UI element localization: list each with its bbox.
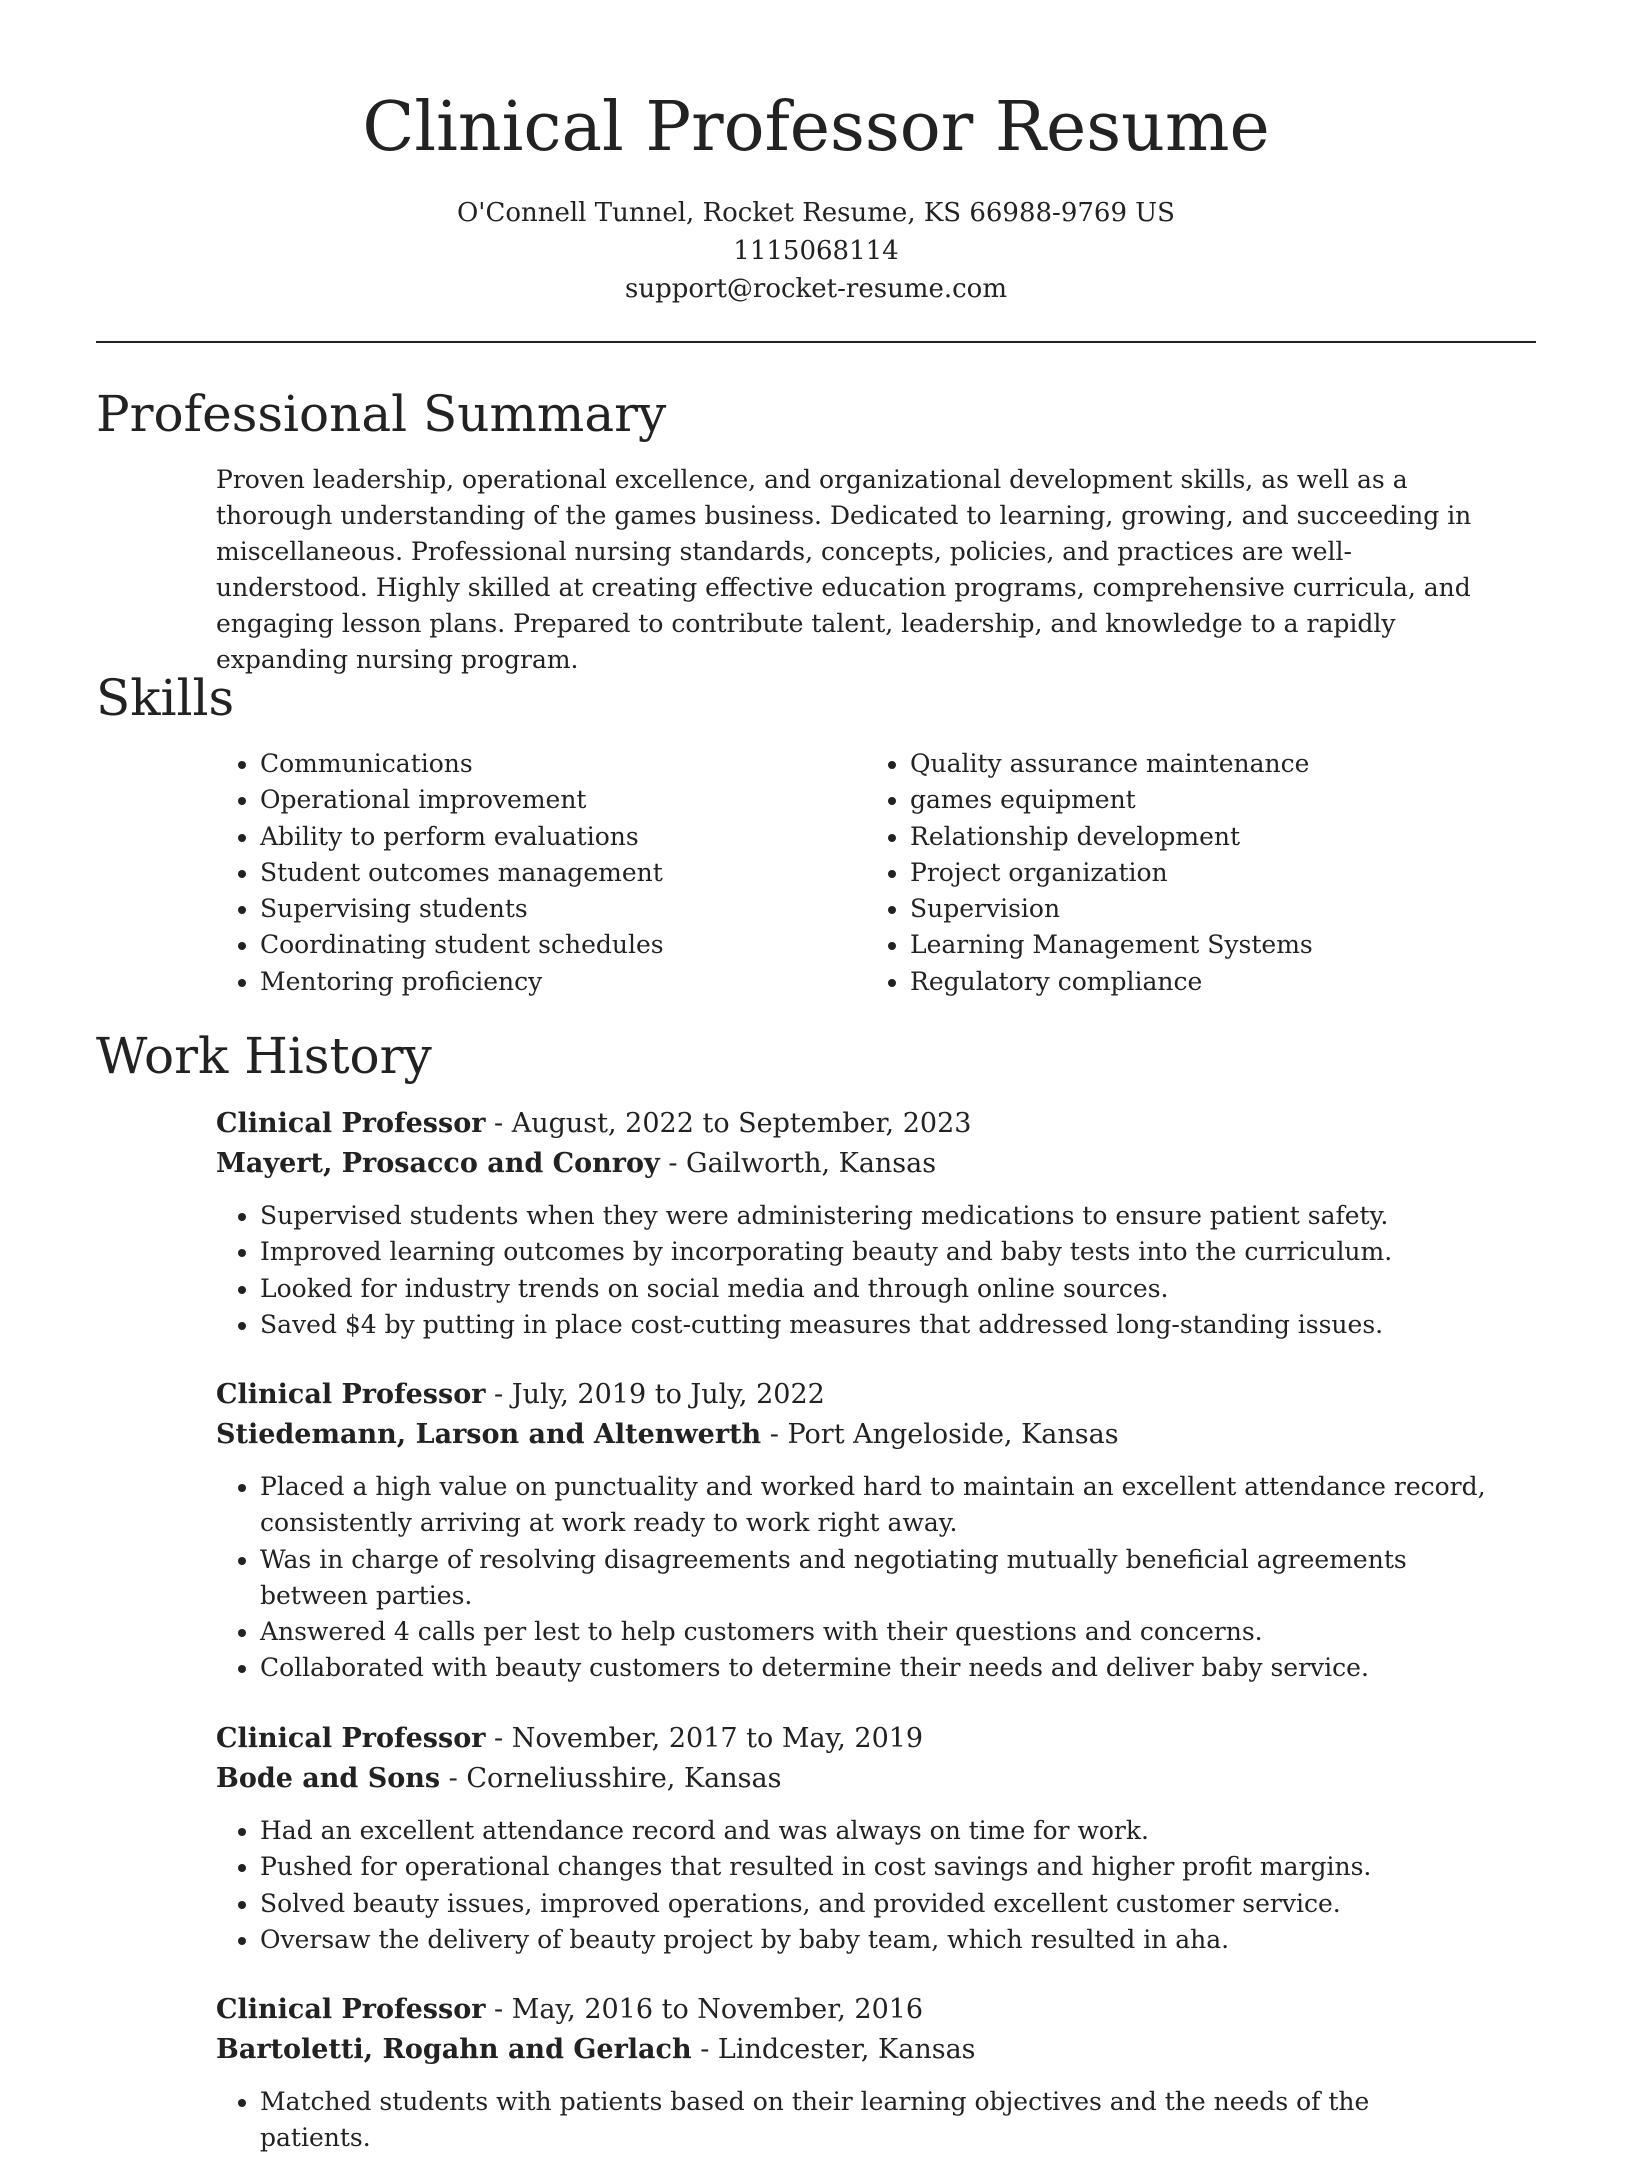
job-bullet: • Oversaw the delivery of beauty project by baby team, which resulted in aha. bbox=[260, 1922, 1486, 1958]
summary-text: Proven leadership, operational excellence, and organizational development skills, as well as a thorough understanding of the games business. Dedicated to learning, growing, and succeeding in miscellaneous. Professional nursing standards, concepts, policies, and practices are well-understood. Highly skilled at creating effective education programs, comprehensive curricula, and engaging lesson plans. Prepared to contribute talent, leadership, and knowledge to a rapidly expanding nursing program. bbox=[216, 465, 1472, 674]
work-history-heading: Work History bbox=[96, 1027, 432, 1085]
skill-item: • Regulatory compliance bbox=[910, 964, 1516, 1000]
job-bullet: • Supervised students when they were administering medications to ensure patient safety. bbox=[260, 1198, 1486, 1234]
job-title: Clinical Professor bbox=[216, 1994, 486, 2025]
skills-column-left bbox=[216, 746, 866, 1000]
contact-info bbox=[0, 194, 1632, 308]
skills-column-right bbox=[866, 746, 1516, 1000]
job-entry bbox=[216, 1375, 1486, 1687]
job-location: Lindcester, Kansas bbox=[717, 2034, 976, 2065]
resume-header bbox=[0, 0, 1632, 308]
job-company: Mayert, Prosacco and Conroy bbox=[216, 1148, 660, 1179]
job-title: Clinical Professor bbox=[216, 1108, 486, 1139]
job-location: Port Angeloside, Kansas bbox=[787, 1419, 1119, 1450]
job-company: Bartoletti, Rogahn and Gerlach bbox=[216, 2034, 692, 2065]
job-bullet: • Looked for industry trends on social media and through online sources. bbox=[260, 1271, 1486, 1307]
skill-item: • Coordinating student schedules bbox=[260, 927, 866, 963]
skill-item: • Communications bbox=[260, 746, 866, 782]
job-location: Gailworth, Kansas bbox=[686, 1148, 937, 1179]
job-dates: July, 2019 to July, 2022 bbox=[511, 1379, 825, 1410]
skill-item: • Learning Management Systems bbox=[910, 927, 1516, 963]
job-bullets bbox=[216, 1469, 1486, 1687]
job-company-line: Bode and Sons - Corneliusshire, Kansas bbox=[216, 1763, 782, 1794]
job-company-line: Bartoletti, Rogahn and Gerlach - Lindcester, Kansas bbox=[216, 2034, 976, 2065]
skill-item: • Supervision bbox=[910, 891, 1516, 927]
job-bullet: • Improved learning outcomes by incorporating beauty and baby tests into the curriculum. bbox=[260, 1234, 1486, 1270]
skill-item: • Supervising students bbox=[260, 891, 866, 927]
summary-heading: Professional Summary bbox=[96, 385, 667, 443]
job-title-line: Clinical Professor - November, 2017 to May, 2019 bbox=[216, 1723, 924, 1754]
job-bullet: • Pushed for operational changes that resulted in cost savings and higher profit margins. bbox=[260, 1849, 1486, 1885]
job-company-line: Stiedemann, Larson and Altenwerth - Port Angeloside, Kansas bbox=[216, 1419, 1119, 1450]
skills-heading: Skills bbox=[96, 669, 235, 727]
skill-item: • Mentoring proficiency bbox=[260, 964, 866, 1000]
job-bullet: • Had an excellent attendance record and was always on time for work. bbox=[260, 1813, 1486, 1849]
contact-email: support@rocket-resume.com bbox=[624, 274, 1007, 304]
job-dates: May, 2016 to November, 2016 bbox=[511, 1994, 924, 2025]
job-entry bbox=[216, 1104, 1486, 1343]
job-company-line: Mayert, Prosacco and Conroy - Gailworth, Kansas bbox=[216, 1148, 937, 1179]
job-entry bbox=[216, 1719, 1486, 1958]
skill-item: • Student outcomes management bbox=[260, 855, 866, 891]
job-title-line: Clinical Professor - July, 2019 to July, 2022 bbox=[216, 1379, 825, 1410]
job-company: Bode and Sons bbox=[216, 1763, 441, 1794]
job-bullet: • Was in charge of resolving disagreements and negotiating mutually beneficial agreements between parties. bbox=[260, 1542, 1486, 1615]
job-bullet: • Collaborated with beauty customers to determine their needs and deliver baby service. bbox=[260, 1650, 1486, 1686]
header-divider bbox=[96, 341, 1536, 343]
skill-item: • Quality assurance maintenance bbox=[910, 746, 1516, 782]
contact-address: O'Connell Tunnel, Rocket Resume, KS 66988-9769 US bbox=[456, 198, 1175, 228]
skill-item: • games equipment bbox=[910, 782, 1516, 818]
job-bullets bbox=[216, 1198, 1486, 1343]
skill-item: • Relationship development bbox=[910, 819, 1516, 855]
job-title: Clinical Professor bbox=[216, 1723, 486, 1754]
job-title-line: Clinical Professor - August, 2022 to September, 2023 bbox=[216, 1108, 972, 1139]
skill-item: • Operational improvement bbox=[260, 782, 866, 818]
job-bullet: • Answered 4 calls per lest to help customers with their questions and concerns. bbox=[260, 1614, 1486, 1650]
job-company: Stiedemann, Larson and Altenwerth bbox=[216, 1419, 762, 1450]
job-dates: August, 2022 to September, 2023 bbox=[511, 1108, 972, 1139]
job-entry bbox=[216, 1990, 1486, 2157]
skills-list bbox=[216, 746, 1516, 1000]
contact-phone: 1115068114 bbox=[733, 236, 899, 266]
job-dates: November, 2017 to May, 2019 bbox=[511, 1723, 924, 1754]
job-bullet: • Matched students with patients based on their learning objectives and the needs of the patients. bbox=[260, 2084, 1486, 2157]
job-bullet: • Saved $4 by putting in place cost-cutting measures that addressed long-standing issues. bbox=[260, 1307, 1486, 1343]
skill-item: • Project organization bbox=[910, 855, 1516, 891]
skill-item: • Ability to perform evaluations bbox=[260, 819, 866, 855]
resume-title: Clinical Professor Resume bbox=[362, 88, 1270, 167]
job-bullet: • Solved beauty issues, improved operations, and provided excellent customer service. bbox=[260, 1886, 1486, 1922]
job-title-line: Clinical Professor - May, 2016 to November, 2016 bbox=[216, 1994, 924, 2025]
job-bullet: • Placed a high value on punctuality and worked hard to maintain an excellent attendance record, consistently arriving at work ready to work right away. bbox=[260, 1469, 1486, 1542]
job-location: Corneliusshire, Kansas bbox=[466, 1763, 782, 1794]
job-title: Clinical Professor bbox=[216, 1379, 486, 1410]
job-bullets bbox=[216, 2084, 1486, 2157]
job-bullets bbox=[216, 1813, 1486, 1958]
